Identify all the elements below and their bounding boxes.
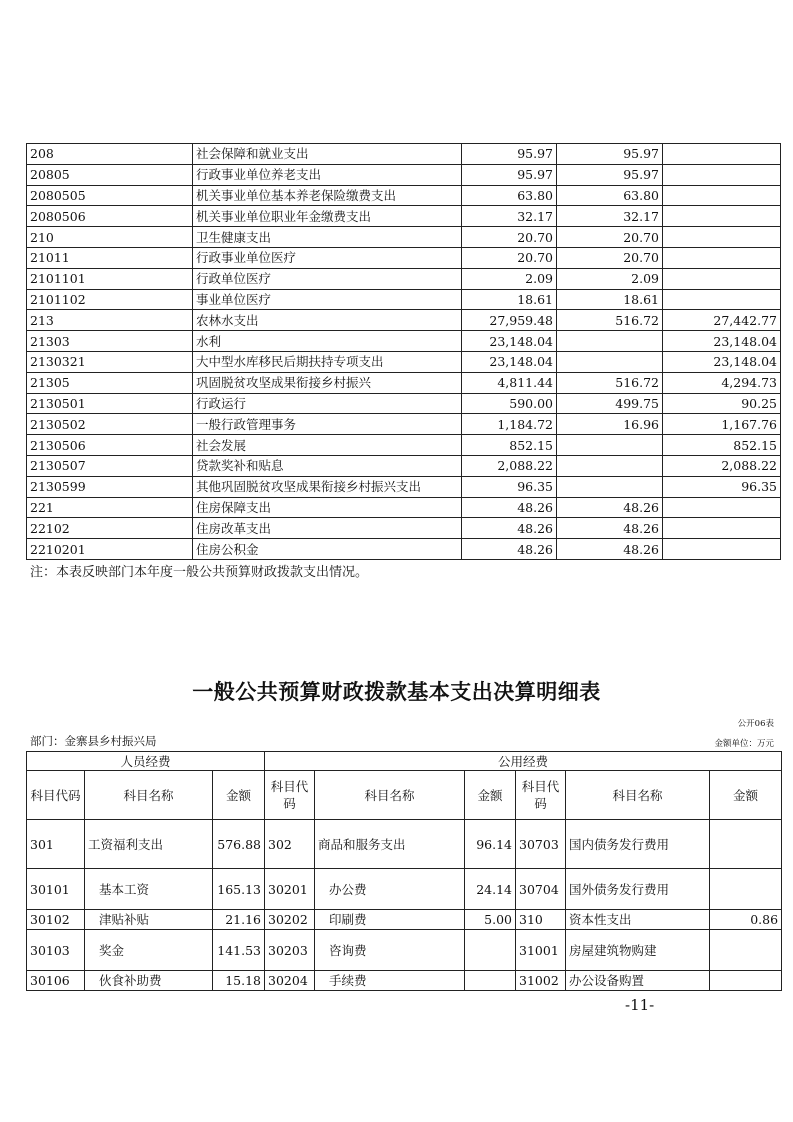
cell-code: 2080505 bbox=[27, 185, 193, 206]
cell-project: 23,148.04 bbox=[663, 351, 781, 372]
cell-code: 213 bbox=[27, 310, 193, 331]
cell-total: 2,088.22 bbox=[462, 455, 557, 476]
cell-basic bbox=[557, 476, 663, 497]
cell-name: 社会保障和就业支出 bbox=[193, 144, 462, 165]
cell-amount bbox=[710, 869, 782, 910]
cell-code: 20805 bbox=[27, 164, 193, 185]
cell-total: 4,811.44 bbox=[462, 372, 557, 393]
section-title: 一般公共预算财政拨款基本支出决算明细表 bbox=[192, 679, 601, 704]
table-row bbox=[27, 289, 781, 310]
cell-name: 资本性支出 bbox=[566, 910, 710, 930]
cell-amount: 165.13 bbox=[213, 869, 265, 910]
cell-basic: 63.80 bbox=[557, 185, 663, 206]
cell-amount: 96.14 bbox=[465, 820, 516, 869]
cell-name: 巩固脱贫攻坚成果衔接乡村振兴 bbox=[193, 372, 462, 393]
cell-amount: 141.53 bbox=[213, 930, 265, 971]
cell-code: 2130502 bbox=[27, 414, 193, 435]
amount-header: 金额 bbox=[710, 771, 782, 820]
cell-amount bbox=[465, 971, 516, 991]
cell-name: 商品和服务支出 bbox=[315, 820, 465, 869]
cell-total: 1,184.72 bbox=[462, 414, 557, 435]
cell-project: 2,088.22 bbox=[663, 455, 781, 476]
cell-total: 23,148.04 bbox=[462, 351, 557, 372]
cell-basic: 516.72 bbox=[557, 372, 663, 393]
basic-expenditure-table bbox=[26, 751, 782, 991]
cell-name: 农林水支出 bbox=[193, 310, 462, 331]
cell-code: 30204 bbox=[265, 971, 315, 991]
cell-total: 63.80 bbox=[462, 185, 557, 206]
cell-name: 手续费 bbox=[315, 971, 465, 991]
basic-expenditure-body bbox=[27, 820, 782, 991]
cell-code: 30704 bbox=[516, 869, 566, 910]
cell-name: 伙食补助费 bbox=[85, 971, 213, 991]
page-number: -11- bbox=[625, 996, 655, 1014]
table-row bbox=[27, 476, 781, 497]
cell-total: 20.70 bbox=[462, 227, 557, 248]
expenditure-table bbox=[26, 143, 781, 560]
cell-total: 23,148.04 bbox=[462, 331, 557, 352]
cell-amount: 5.00 bbox=[465, 910, 516, 930]
cell-code: 2101102 bbox=[27, 289, 193, 310]
cell-amount bbox=[465, 930, 516, 971]
cell-basic: 20.70 bbox=[557, 247, 663, 268]
cell-code: 30103 bbox=[27, 930, 85, 971]
cell-total: 95.97 bbox=[462, 164, 557, 185]
cell-name: 津贴补贴 bbox=[85, 910, 213, 930]
table-row bbox=[27, 393, 781, 414]
cell-amount: 576.88 bbox=[213, 820, 265, 869]
cell-project: 1,167.76 bbox=[663, 414, 781, 435]
cell-basic: 16.96 bbox=[557, 414, 663, 435]
cell-code: 31002 bbox=[516, 971, 566, 991]
cell-project: 96.35 bbox=[663, 476, 781, 497]
cell-basic bbox=[557, 455, 663, 476]
cell-project bbox=[663, 497, 781, 518]
cell-project bbox=[663, 289, 781, 310]
cell-code: 2130507 bbox=[27, 455, 193, 476]
cell-name: 行政事业单位养老支出 bbox=[193, 164, 462, 185]
cell-basic: 48.26 bbox=[557, 539, 663, 560]
cell-total: 96.35 bbox=[462, 476, 557, 497]
group-header-row bbox=[27, 752, 782, 771]
cell-project: 852.15 bbox=[663, 435, 781, 456]
cell-code: 210 bbox=[27, 227, 193, 248]
cell-code: 2130501 bbox=[27, 393, 193, 414]
cell-name: 一般行政管理事务 bbox=[193, 414, 462, 435]
table-row bbox=[27, 372, 781, 393]
cell-code: 30202 bbox=[265, 910, 315, 930]
cell-total: 95.97 bbox=[462, 144, 557, 165]
cell-total: 2.09 bbox=[462, 268, 557, 289]
name-header: 科目名称 bbox=[85, 771, 213, 820]
cell-total: 18.61 bbox=[462, 289, 557, 310]
cell-code: 2210201 bbox=[27, 539, 193, 560]
cell-name: 机关事业单位职业年金缴费支出 bbox=[193, 206, 462, 227]
cell-basic: 18.61 bbox=[557, 289, 663, 310]
cell-total: 48.26 bbox=[462, 518, 557, 539]
cell-name: 行政事业单位医疗 bbox=[193, 247, 462, 268]
cell-project bbox=[663, 518, 781, 539]
cell-name: 贷款奖补和贴息 bbox=[193, 455, 462, 476]
amount-header: 金额 bbox=[213, 771, 265, 820]
table-row bbox=[27, 268, 781, 289]
cell-project: 4,294.73 bbox=[663, 372, 781, 393]
cell-code: 30201 bbox=[265, 869, 315, 910]
cell-amount: 15.18 bbox=[213, 971, 265, 991]
cell-name: 奖金 bbox=[85, 930, 213, 971]
cell-basic: 2.09 bbox=[557, 268, 663, 289]
table-row bbox=[27, 247, 781, 268]
cell-basic: 95.97 bbox=[557, 164, 663, 185]
cell-name: 事业单位医疗 bbox=[193, 289, 462, 310]
table-code: 公开06表 bbox=[737, 719, 774, 729]
cell-basic: 20.70 bbox=[557, 227, 663, 248]
cell-name: 国外债务发行费用 bbox=[566, 869, 710, 910]
cell-name: 咨询费 bbox=[315, 930, 465, 971]
cell-code: 2130506 bbox=[27, 435, 193, 456]
table-row bbox=[27, 310, 781, 331]
cell-code: 30106 bbox=[27, 971, 85, 991]
cell-code: 30102 bbox=[27, 910, 85, 930]
cell-code: 21305 bbox=[27, 372, 193, 393]
amount-unit: 金额单位：万元 bbox=[714, 739, 774, 749]
cell-name: 水利 bbox=[193, 331, 462, 352]
cell-project bbox=[663, 268, 781, 289]
department-label: 部门：金寨县乡村振兴局 bbox=[30, 734, 157, 748]
cell-name: 机关事业单位基本养老保险缴费支出 bbox=[193, 185, 462, 206]
cell-name: 住房改革支出 bbox=[193, 518, 462, 539]
column-header-row bbox=[27, 771, 782, 820]
cell-name: 住房保障支出 bbox=[193, 497, 462, 518]
cell-amount bbox=[710, 971, 782, 991]
cell-total: 20.70 bbox=[462, 247, 557, 268]
cell-amount: 21.16 bbox=[213, 910, 265, 930]
table-row bbox=[27, 435, 781, 456]
cell-code: 208 bbox=[27, 144, 193, 165]
cell-name: 其他巩固脱贫攻坚成果衔接乡村振兴支出 bbox=[193, 476, 462, 497]
cell-basic: 32.17 bbox=[557, 206, 663, 227]
table-row bbox=[27, 497, 781, 518]
code-header: 科目代码 bbox=[265, 771, 315, 820]
cell-total: 590.00 bbox=[462, 393, 557, 414]
cell-project: 90.25 bbox=[663, 393, 781, 414]
code-header: 科目代码 bbox=[516, 771, 566, 820]
public-header: 公用经费 bbox=[265, 752, 782, 771]
cell-code: 302 bbox=[265, 820, 315, 869]
cell-name: 大中型水库移民后期扶持专项支出 bbox=[193, 351, 462, 372]
table-row bbox=[27, 414, 781, 435]
cell-code: 221 bbox=[27, 497, 193, 518]
cell-code: 31001 bbox=[516, 930, 566, 971]
cell-amount bbox=[710, 820, 782, 869]
cell-code: 310 bbox=[516, 910, 566, 930]
table-row bbox=[27, 227, 781, 248]
table-note: 注：本表反映部门本年度一般公共预算财政拨款支出情况。 bbox=[30, 565, 369, 580]
table-row bbox=[27, 455, 781, 476]
cell-code: 21303 bbox=[27, 331, 193, 352]
cell-total: 48.26 bbox=[462, 497, 557, 518]
cell-code: 2080506 bbox=[27, 206, 193, 227]
cell-code: 30203 bbox=[265, 930, 315, 971]
cell-project bbox=[663, 247, 781, 268]
cell-code: 22102 bbox=[27, 518, 193, 539]
cell-basic: 499.75 bbox=[557, 393, 663, 414]
name-header: 科目名称 bbox=[566, 771, 710, 820]
table-row bbox=[27, 185, 781, 206]
table-row bbox=[27, 518, 781, 539]
cell-total: 852.15 bbox=[462, 435, 557, 456]
cell-name: 印刷费 bbox=[315, 910, 465, 930]
personnel-header: 人员经费 bbox=[27, 752, 265, 771]
table-row bbox=[27, 869, 782, 910]
cell-basic: 48.26 bbox=[557, 518, 663, 539]
table-row bbox=[27, 910, 782, 930]
cell-name: 住房公积金 bbox=[193, 539, 462, 560]
cell-code: 2130321 bbox=[27, 351, 193, 372]
amount-header: 金额 bbox=[465, 771, 516, 820]
cell-basic: 48.26 bbox=[557, 497, 663, 518]
cell-basic bbox=[557, 331, 663, 352]
cell-total: 48.26 bbox=[462, 539, 557, 560]
cell-total: 27,959.48 bbox=[462, 310, 557, 331]
cell-project bbox=[663, 164, 781, 185]
table-row bbox=[27, 206, 781, 227]
table-row bbox=[27, 351, 781, 372]
code-header: 科目代码 bbox=[27, 771, 85, 820]
cell-project bbox=[663, 206, 781, 227]
cell-name: 办公设备购置 bbox=[566, 971, 710, 991]
cell-basic bbox=[557, 435, 663, 456]
cell-name: 行政运行 bbox=[193, 393, 462, 414]
cell-name: 办公费 bbox=[315, 869, 465, 910]
cell-name: 工资福利支出 bbox=[85, 820, 213, 869]
cell-name: 房屋建筑物购建 bbox=[566, 930, 710, 971]
cell-basic: 95.97 bbox=[557, 144, 663, 165]
table-row bbox=[27, 971, 782, 991]
cell-project bbox=[663, 144, 781, 165]
cell-code: 30101 bbox=[27, 869, 85, 910]
cell-amount bbox=[710, 930, 782, 971]
cell-amount: 0.86 bbox=[710, 910, 782, 930]
cell-name: 国内债务发行费用 bbox=[566, 820, 710, 869]
cell-amount: 24.14 bbox=[465, 869, 516, 910]
table-row bbox=[27, 144, 781, 165]
table-row bbox=[27, 164, 781, 185]
cell-project: 27,442.77 bbox=[663, 310, 781, 331]
cell-code: 301 bbox=[27, 820, 85, 869]
table-row bbox=[27, 820, 782, 869]
cell-name: 行政单位医疗 bbox=[193, 268, 462, 289]
expenditure-table-body bbox=[27, 144, 781, 560]
cell-name: 卫生健康支出 bbox=[193, 227, 462, 248]
cell-code: 30703 bbox=[516, 820, 566, 869]
table-row bbox=[27, 331, 781, 352]
cell-project bbox=[663, 227, 781, 248]
table-row bbox=[27, 539, 781, 560]
cell-name: 基本工资 bbox=[85, 869, 213, 910]
table-row bbox=[27, 930, 782, 971]
cell-project bbox=[663, 539, 781, 560]
cell-project bbox=[663, 185, 781, 206]
name-header: 科目名称 bbox=[315, 771, 465, 820]
cell-code: 2130599 bbox=[27, 476, 193, 497]
cell-basic bbox=[557, 351, 663, 372]
cell-basic: 516.72 bbox=[557, 310, 663, 331]
cell-name: 社会发展 bbox=[193, 435, 462, 456]
cell-code: 21011 bbox=[27, 247, 193, 268]
cell-code: 2101101 bbox=[27, 268, 193, 289]
cell-total: 32.17 bbox=[462, 206, 557, 227]
cell-project: 23,148.04 bbox=[663, 331, 781, 352]
